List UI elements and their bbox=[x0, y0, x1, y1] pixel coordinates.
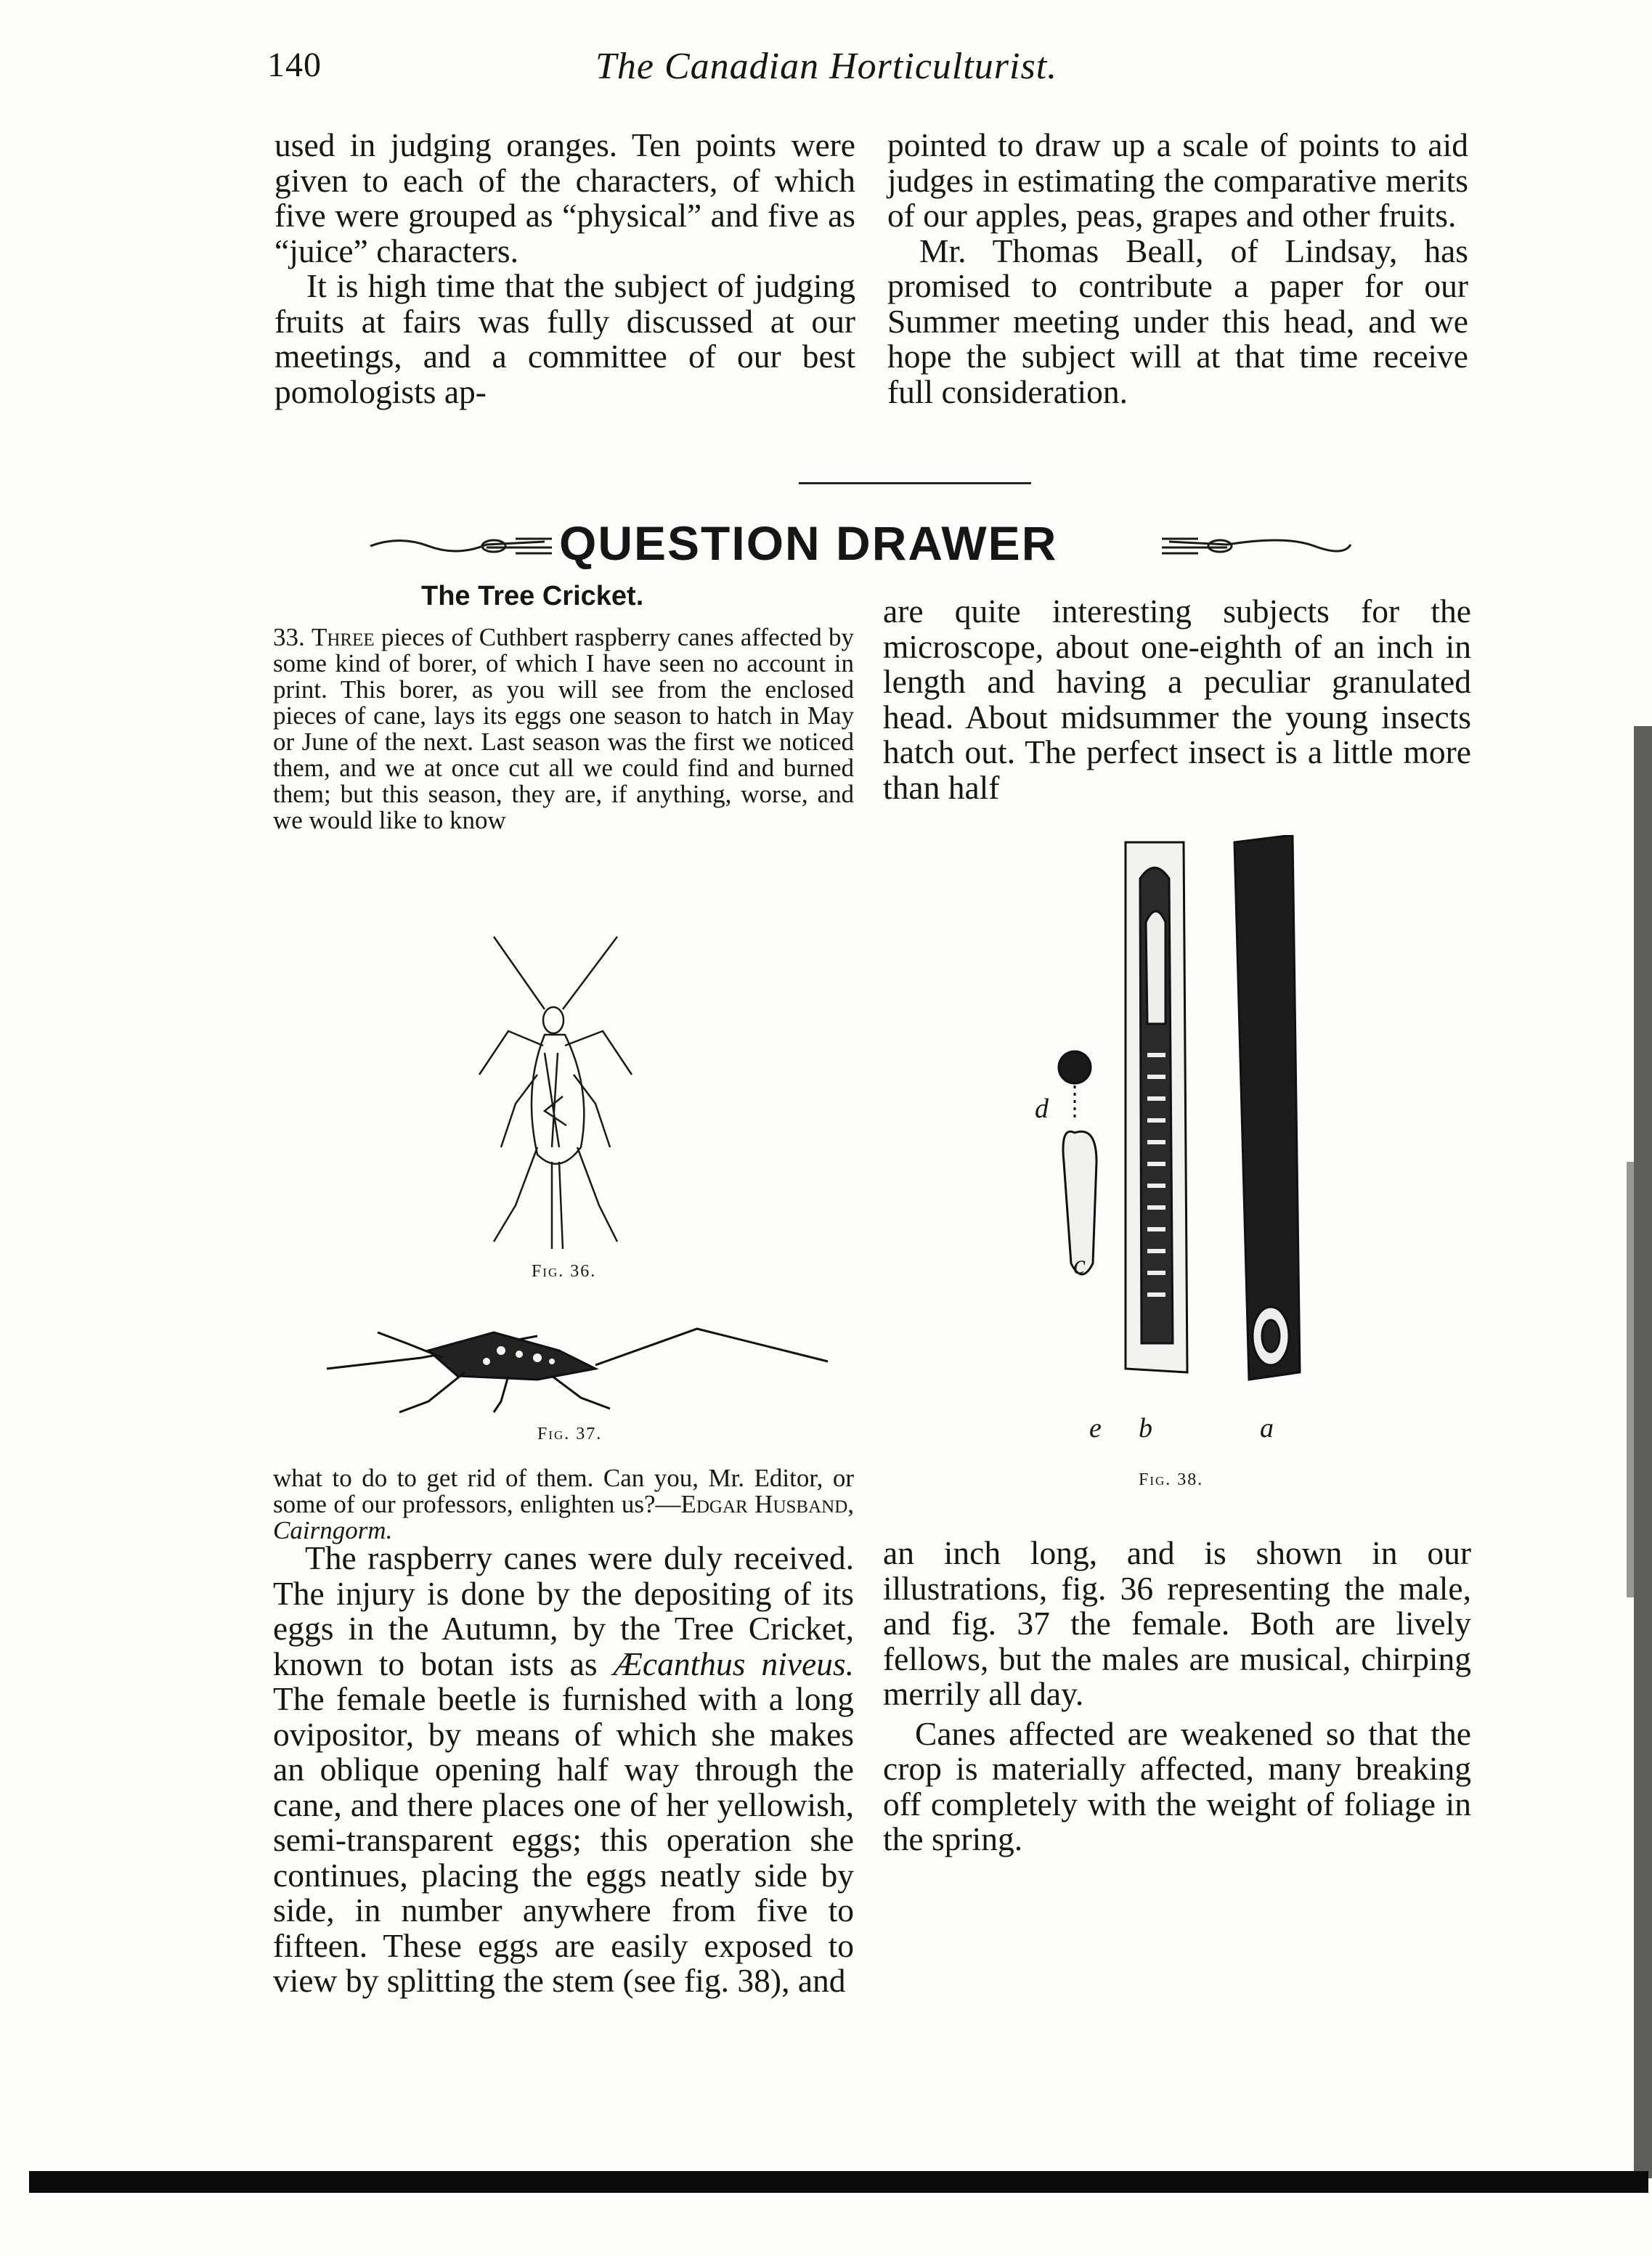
question-lead: Three bbox=[311, 623, 375, 651]
section-banner-title: QUESTION DRAWER bbox=[559, 516, 1058, 570]
paragraph: Canes affected are weakened so that the crop is materially affected, many breaking off completely with the weight of foliage in the spring. bbox=[883, 1714, 1471, 1857]
question-text-continued bbox=[273, 1465, 854, 1544]
paragraph: It is high time that the subject of judging fruits at fairs was fully discussed at our meetings, and a committee of our best pomologists ap- bbox=[274, 267, 855, 410]
figure-38-label-b: b bbox=[1139, 1413, 1152, 1443]
section-divider bbox=[799, 482, 1031, 484]
figure-38-caption: Fig. 38. bbox=[1139, 1470, 1204, 1489]
figure-37-female-cricket bbox=[320, 1307, 842, 1416]
answer-text: The raspberry canes were duly received. The injury is done by the depositing of its eggs in the Autumn, by the Tree Cricket, known to botan ists as bbox=[273, 1539, 854, 1682]
paragraph: are quite interesting subjects for the microscope, about one-eighth of an inch in length and having a peculiar granulated head. About midsummer the young insects hatch out. The perfect insect is a little more than half bbox=[883, 592, 1471, 806]
figure-38-label-a: a bbox=[1260, 1413, 1274, 1443]
figure-38-label-e: e bbox=[1089, 1413, 1102, 1443]
journal-title: The Canadian Horticulturist. bbox=[595, 46, 1058, 87]
paragraph: an inch long, and is shown in our illustrations, fig. 36 representing the male, and fig. 37 the female. Both are lively fellows, but the males are musical, chirping merrily all day. bbox=[883, 1534, 1471, 1712]
figure-38-label-c: c bbox=[1073, 1250, 1086, 1280]
scan-bottom-border bbox=[29, 2171, 1648, 2193]
species-name: Æcanthus niveus. bbox=[613, 1645, 854, 1682]
answer-right-column-upper bbox=[883, 594, 1471, 805]
question-body: pieces of Cuthbert raspberry canes affected by some kind of borer, of which I have seen no account in print. This borer, as you will see from the enclosed pieces of cane, lays its eggs one season to hatch in May or June of the next. Last season was the first we noticed them, and we at once cut all we could find and burned them; but this season, they are, if anything, worse, and we would like to know bbox=[273, 623, 855, 834]
article-title: The Tree Cricket. bbox=[421, 581, 644, 611]
top-right-column bbox=[887, 128, 1468, 410]
answer-right-column-lower bbox=[883, 1536, 1471, 1857]
paragraph: pointed to draw up a scale of points to aid judges in estimating the comparative merits of our apples, peas, grapes and other fruits. bbox=[887, 126, 1468, 234]
question-continued: what to do to get rid of them. Can you, Mr. Editor, or some of our professors, enlighten us?— bbox=[273, 1464, 854, 1518]
question-signature: Edgar Husband, bbox=[680, 1490, 854, 1518]
question-place: Cairngorm. bbox=[273, 1516, 393, 1544]
figure-38-raspberry-canes bbox=[1017, 835, 1423, 1387]
figure-37-caption: Fig. 37. bbox=[537, 1425, 603, 1443]
paragraph: used in judging oranges. Ten points were given to each of the characters, of which five were grouped as “physical” and five as “juice” characters. bbox=[274, 126, 855, 269]
answer-left-column bbox=[273, 1541, 854, 1999]
top-left-column bbox=[274, 128, 855, 410]
question-number: 33. bbox=[273, 623, 305, 651]
answer-text: The female beetle is furnished with a long ovipositor, by means of which she makes an oblique opening half way through the cane, and there places one of her yellowish, semi-transparent eggs; this operation she continues, placing the eggs neatly side by side, in number anywhere from five to fifteen. These eggs are easily exposed to view by splitting the stem (see fig. 38), and bbox=[273, 1680, 854, 1999]
figure-36-caption: Fig. 36. bbox=[532, 1262, 597, 1281]
figure-38-label-d: d bbox=[1035, 1094, 1049, 1124]
paragraph: Mr. Thomas Beall, of Lindsay, has promised to contribute a paper for our Summer meeting under this head, and we hope the subject will at that time receive full consideration. bbox=[887, 232, 1468, 410]
scan-edge-artifact bbox=[1612, 726, 1652, 2178]
page-number: 140 bbox=[267, 46, 322, 84]
question-text bbox=[273, 624, 854, 834]
figure-36-male-cricket bbox=[436, 929, 668, 1249]
